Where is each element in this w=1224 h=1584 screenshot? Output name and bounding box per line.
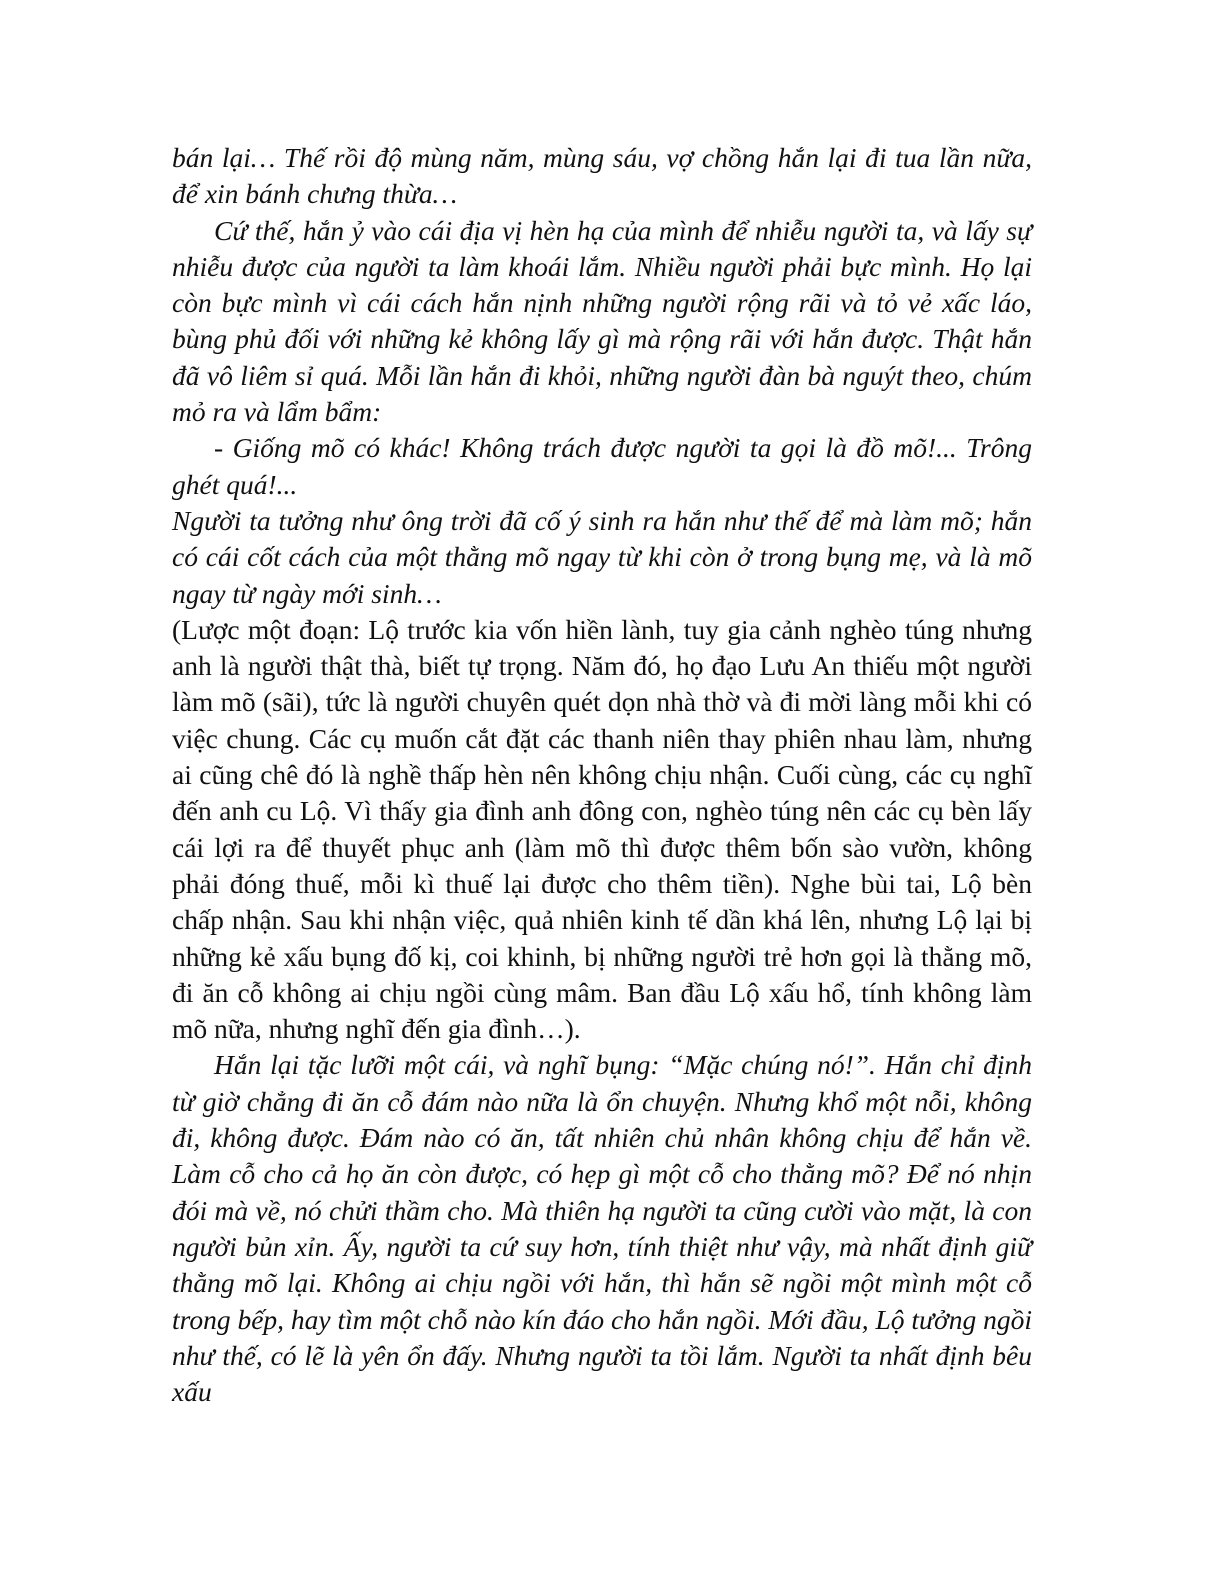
paragraph-narrative-1: Cứ thế, hắn ỷ vào cái địa vị hèn hạ của mình để nhiễu người ta, và lấy sự nhiễu được của người ta làm khoái lắm. Nhiều người phải bực mình. Họ lại còn bực mình vì cái cách hắn nịnh những người rộng rãi và tỏ vẻ xấc láo, bùng phủ đối với những kẻ không lấy gì mà rộng rãi với hắn được. Thật hắn đã vô liêm sỉ quá. Mỗi lần hắn đi khỏi, những người đàn bà nguýt theo, chúm mỏ ra và lẩm bẩm:	[172, 214, 1032, 428]
paragraph-summary-note: (Lược một đoạn: Lộ trước kia vốn hiền lành, tuy gia cảnh nghèo túng nhưng anh là người thật thà, biết tự trọng. Năm đó, họ đạo Lưu An thiếu một người làm mõ (sãi), tức là người chuyên quét dọn nhà thờ và đi mời làng mỗi khi có việc chung. Các cụ muốn cắt đặt các thanh niên thay phiên nhau làm, nhưng ai cũng chê đó là nghề thấp hèn nên không chịu nhận. Cuối cùng, các cụ nghĩ đến anh cu Lộ. Vì thấy gia đình anh đông con, nghèo túng nên các cụ bèn lấy cái lợi ra để thuyết phục anh (làm mõ thì được thêm bốn sào vườn, không phải đóng thuế, mỗi kì thuế lại được cho thêm tiền). Nghe bùi tai, Lộ bèn chấp nhận. Sau khi nhận việc, quả nhiên kinh tế dần khá lên, nhưng Lộ lại bị những kẻ xấu bụng đố kị, coi khinh, bị những người trẻ hơn gọi là thằng mõ, đi ăn cỗ không ai chịu ngồi cùng mâm. Ban đầu Lộ xấu hổ, tính không làm mõ nữa, nhưng nghĩ đến gia đình…).	[172, 613, 1032, 1045]
document-page	[172, 140, 1032, 1410]
paragraph-narrative-2: Người ta tưởng như ông trời đã cố ý sinh ra hắn như thế để mà làm mõ; hắn có cái cốt cách của một thằng mõ ngay từ khi còn ở trong bụng mẹ, và là mõ ngay từ ngày mới sinh…	[172, 504, 1032, 609]
paragraph-dialogue: - Giống mõ có khác! Không trách được người ta gọi là đồ mõ!... Trông ghét quá!...	[172, 432, 1032, 500]
paragraph-narrative-3: Hắn lại tặc lưỡi một cái, và nghĩ bụng: “Mặc chúng nó!”. Hắn chỉ định từ giờ chẳng đi ăn cỗ đám nào nữa là ổn chuyện. Nhưng khổ một nỗi, không đi, không được. Đám nào có ăn, tất nhiên chủ nhân không chịu để hắn về. Làm cỗ cho cả họ ăn còn được, có hẹp gì một cỗ cho thằng mõ? Để nó nhịn đói mà về, nó chửi thầm cho. Mà thiên hạ người ta cũng cười vào mặt, là con người bủn xỉn. Ấy, người ta cứ suy hơn, tính thiệt như vậy, mà nhất định giữ thằng mõ lại. Không ai chịu ngồi với hắn, thì hắn sẽ ngồi một mình một cỗ trong bếp, hay tìm một chỗ nào kín đáo cho hắn ngồi. Mới đầu, Lộ tưởng ngồi như thế, có lẽ là yên ổn đấy. Nhưng người ta tồi lắm. Người ta nhất định bêu xấu	[172, 1049, 1032, 1408]
paragraph-continuation: bán lại… Thế rồi độ mùng năm, mùng sáu, vợ chồng hắn lại đi tua lần nữa, để xin bánh chưng thừa…	[172, 142, 1032, 210]
